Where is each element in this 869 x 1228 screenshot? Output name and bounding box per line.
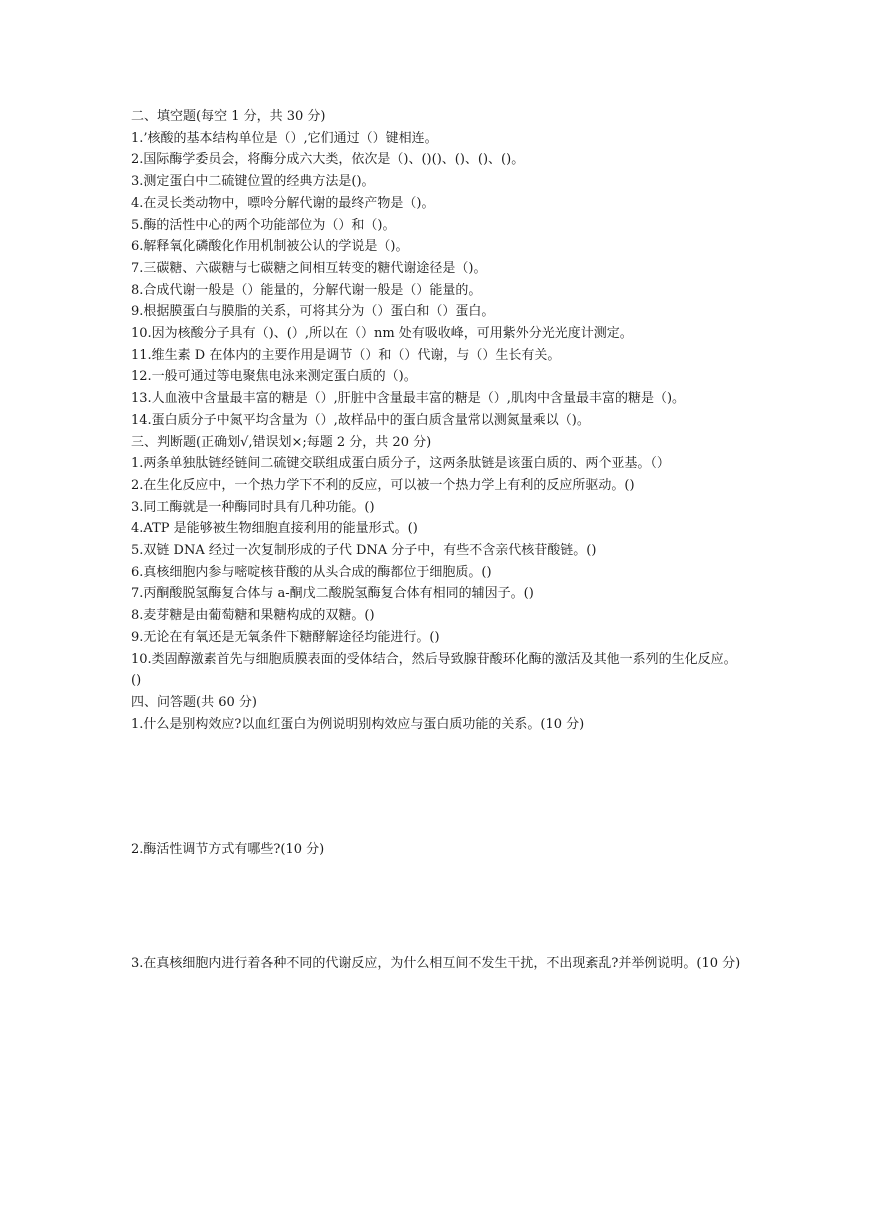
fill-in-item: 8.合成代谢一般是（）能量的，分解代谢一般是（）能量的。	[131, 282, 482, 298]
fill-in-item: 14.蛋白质分子中氮平均含量为（）,故样品中的蛋白质含量常以测氮量乘以（)。	[131, 412, 590, 428]
fill-in-item: 10.因为核酸分子具有（)、(）,所以在（）nm 处有吸收峰，可用紫外分光光度计测定。	[131, 326, 633, 342]
fill-in-item: 4.在灵长类动物中，嘌呤分解代谢的最终产物是（)。	[131, 195, 435, 211]
qa-item: 1.什么是别构效应?以血红蛋白为例说明别构效应与蛋白质功能的关系。(10 分)	[131, 716, 585, 732]
fill-in-item: 13.人血液中含量最丰富的糖是（）,肝脏中含量最丰富的糖是（）,肌肉中含量最丰富的糖是（)。	[131, 391, 686, 407]
judge-item: 8.麦芽糖是由葡萄糖和果糖构成的双糖。()	[131, 608, 375, 624]
fill-in-item: 7.三碳糖、六碳糖与七碳糖之间相互转变的糖代谢途径是（)。	[131, 260, 487, 276]
answer-space	[131, 735, 743, 839]
qa-item: 3.在真核细胞内进行着各种不同的代谢反应，为什么相互间不发生干扰，不出现紊乱?并举例说明。(10 分)	[131, 956, 741, 972]
judge-item: 3.同工酶就是一种酶同时具有几种功能。()	[131, 499, 375, 515]
fill-in-item: 11.维生素 D 在体内的主要作用是调节（）和（）代谢，与（）生长有关。	[131, 347, 561, 363]
fill-in-item: 6.解释氧化磷酸化作用机制被公认的学说是（)。	[131, 239, 409, 255]
fill-in-item: 1.’核酸的基本结构单位是（）,它们通过（）键相连。	[131, 130, 438, 146]
judge-item: 1.两条单独肽链经链间二硫键交联组成蛋白质分子，这两条肽链是该蛋白质的、两个亚基。（）	[131, 456, 670, 472]
qa-item: 2.酶活性调节方式有哪些?(10 分)	[131, 842, 325, 858]
fill-in-item: 5.酶的活性中心的两个功能部位为（）和（)。	[131, 217, 396, 233]
judge-item: 10.类固醇激素首先与细胞质膜表面的受体结合，然后导致腺苷酸环化酶的激活及其他一系列的生化反应。()	[131, 651, 737, 689]
judge-item: 2.在生化反应中，一个热力学下不利的反应，可以被一个热力学上有利的反应所驱动。()	[131, 477, 635, 493]
judge-item: 4.ATP 是能够被生物细胞直接利用的能量形式。()	[131, 521, 418, 537]
judge-heading: 三、判断题(正确划√,错误划×;每题 2 分，共 20 分)	[131, 434, 432, 450]
qa-heading: 四、问答题(共 60 分)	[131, 694, 257, 710]
fill-in-item: 3.测定蛋白中二硫键位置的经典方法是()。	[131, 174, 375, 190]
judge-item: 7.丙酮酸脱氢酶复合体与 a-酮戊二酸脱氢酶复合体有相同的辅因子。()	[131, 586, 534, 602]
exam-content	[131, 106, 743, 975]
fill-in-item: 9.根据膜蛋白与膜脂的关系，可将其分为（）蛋白和（）蛋白。	[131, 304, 495, 320]
judge-item: 5.双链 DNA 经过一次复制形成的子代 DNA 分子中，有些不含亲代核苷酸链。()	[131, 543, 597, 559]
answer-space	[131, 861, 743, 953]
judge-item: 9.无论在有氧还是无氧条件下糖酵解途径均能进行。()	[131, 629, 440, 645]
fill-in-heading: 二、填空题(每空 1 分，共 30 分)	[131, 109, 326, 124]
fill-in-item: 2.国际酶学委员会，将酶分成六大类，依次是（)、()()、()、()、()。	[131, 152, 525, 168]
fill-in-item: 12.一般可通过等电聚焦电泳来测定蛋白质的（)。	[131, 369, 417, 385]
judge-item: 6.真核细胞内参与嘧啶核苷酸的从头合成的酶都位于细胞质。()	[131, 564, 492, 580]
